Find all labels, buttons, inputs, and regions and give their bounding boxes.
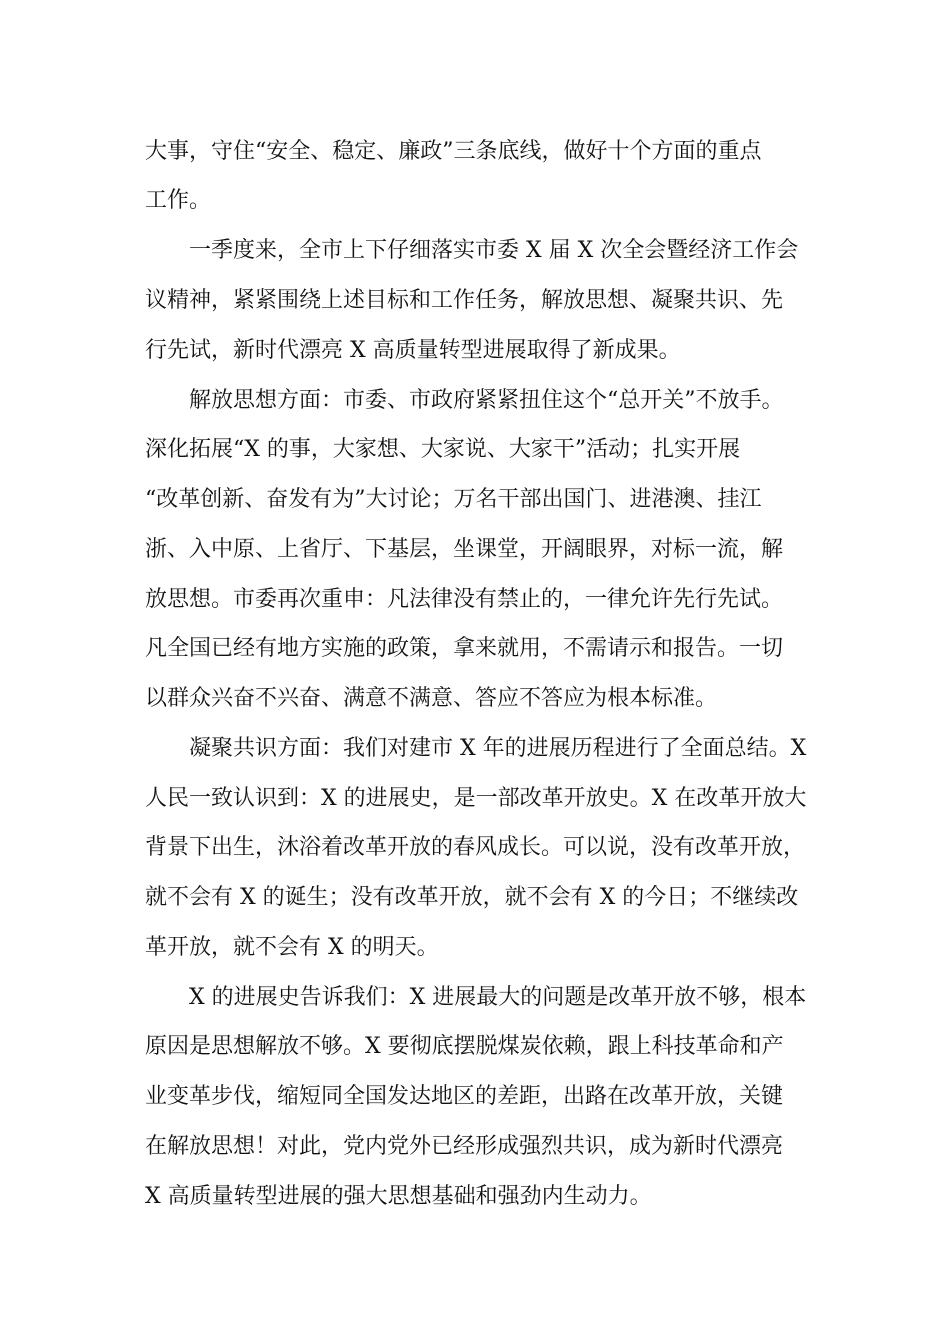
- paragraph-line: X 的进展史告诉我们：X 进展最大的问题是改革开放不够，根本: [189, 985, 807, 1010]
- paragraph-line: 背景下出生，沐浴着改革开放的春风成长。可以说，没有改革开放，: [145, 835, 806, 860]
- paragraph-line: 在解放思想！对此，党内党外已经形成强烈共识，成为新时代漂亮: [145, 1134, 784, 1159]
- paragraph-line: 人民一致认识到：X 的进展史，是一部改革开放史。X 在改革开放大: [145, 786, 807, 811]
- paragraph-line: 一季度来，全市上下仔细落实市委 X 届 X 次全会暨经济工作会: [189, 238, 799, 263]
- paragraph-line: X 高质量转型进展的强大思想基础和强劲内生动力。: [145, 1184, 652, 1209]
- paragraph-line: 业变革步伐，缩短同全国发达地区的差距，出路在改革开放，关键: [145, 1084, 784, 1109]
- paragraph-line: 深化拓展“X 的事，大家想、大家说、大家干”活动；扎实开展: [145, 437, 741, 462]
- paragraph-line: 革开放，就不会有 X 的明天。: [145, 935, 439, 960]
- paragraph-line: 凝聚共识方面：我们对建市 X 年的进展历程进行了全面总结。X: [189, 736, 807, 761]
- paragraph-line: 议精神，紧紧围绕上述目标和工作任务，解放思想、凝聚共识、先: [145, 288, 784, 313]
- paragraph-line: 行先试，新时代漂亮 X 高质量转型进展取得了新成果。: [145, 338, 681, 363]
- paragraph-line: 就不会有 X 的诞生；没有改革开放，就不会有 X 的今日；不继续改: [145, 885, 799, 910]
- paragraph-line: 以群众兴奋不兴奋、满意不满意、答应不答应为根本标准。: [145, 686, 718, 711]
- paragraph-line: 浙、入中原、上省厅、下基层，坐课堂，开阔眼界，对标一流，解: [145, 537, 784, 562]
- paragraph-line: 解放思想方面：市委、市政府紧紧扭住这个“总开关”不放手。: [189, 388, 784, 413]
- paragraph-line: 原因是思想解放不够。X 要彻底摆脱煤炭依赖，跟上科技革命和产: [145, 1034, 784, 1059]
- paragraph-line: 大事，守住“安全、稳定、廉政”三条底线，做好十个方面的重点: [145, 139, 762, 164]
- paragraph-line: 凡全国已经有地方实施的政策，拿来就用，不需请示和报告。一切: [145, 636, 784, 661]
- paragraph-line: “改革创新、奋发有为”大讨论；万名干部出国门、进港澳、挂江: [145, 487, 762, 512]
- paragraph-line: 工作。: [145, 188, 212, 213]
- paragraph-line: 放思想。市委再次重申：凡法律没有禁止的，一律允许先行先试。: [145, 587, 784, 612]
